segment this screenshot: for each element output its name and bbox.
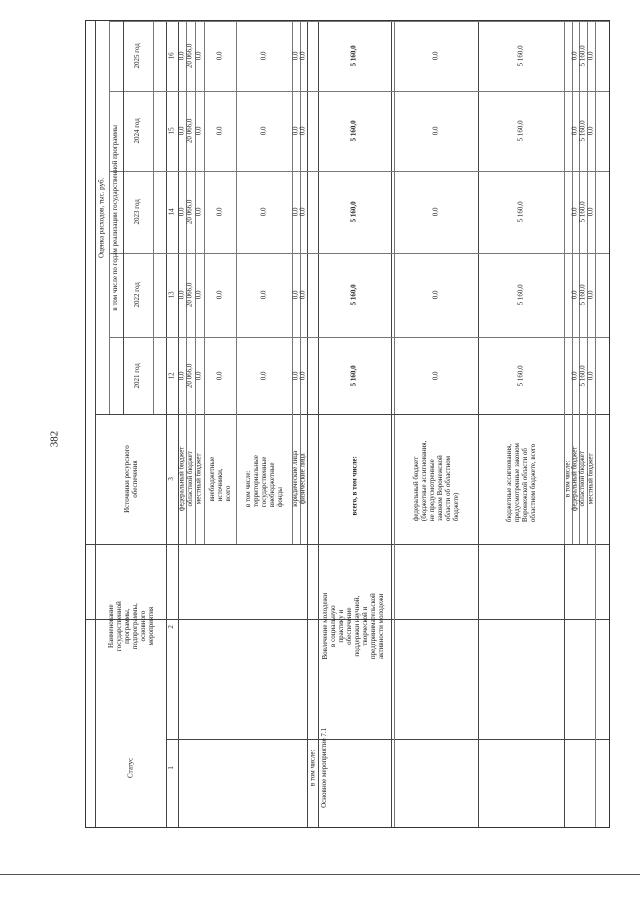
upper-row-source-2: местный бюджет: [194, 453, 203, 505]
lower-row-1-value-1: 0,0: [431, 290, 440, 300]
lower-row-2-value-0: 5 160,0: [516, 365, 525, 386]
lower-row-1-value-4: 0,0: [431, 51, 440, 61]
lower-row-0-value-0: 5 160,0: [349, 365, 358, 386]
lower-row-5-value-2: 5 160,0: [578, 201, 587, 223]
lower-row-4-value-0: 0,0: [570, 371, 579, 380]
upper-row-4-value-4: 0,0: [259, 51, 268, 61]
upper-row-1-value-3: 20 066,0: [185, 118, 194, 144]
upper-row-2-value-1: 0,0: [194, 290, 203, 300]
upper-row-source-0: федеральный бюджет: [177, 446, 186, 512]
upper-row-4-value-3: 0,0: [259, 126, 268, 136]
upper-row-3-value-0: 0,0: [215, 371, 224, 380]
lower-row-0-value-4: 5 160,0: [349, 45, 358, 67]
upper-row-4-value-2: 0,0: [259, 207, 268, 217]
lower-row-source-0: всего, в том числе:: [350, 456, 359, 516]
upper-row-4-value-0: 0,0: [259, 371, 268, 380]
lower-row-4-value-2: 0,0: [570, 207, 579, 217]
upper-row-source-1: областной бюджет: [185, 451, 194, 507]
column-number-13: 13: [167, 291, 176, 299]
upper-row-3-value-3: 0,0: [215, 126, 224, 136]
lower-row-2-value-1: 5 160,0: [516, 284, 525, 306]
lower-row-source-4: федеральный бюджет: [570, 446, 579, 512]
by-years-header: в том числе по годам реализации государственной программы: [111, 124, 120, 311]
lower-row-4-value-3: 0,0: [570, 126, 579, 136]
upper-row-2-value-3: 0,0: [194, 126, 203, 136]
lower-row-6-value-1: 0,0: [586, 290, 595, 300]
lower-row-1-value-2: 0,0: [431, 207, 440, 217]
column-number-1: 1: [167, 766, 176, 770]
upper-row-source-4: в том числе: территориальные государственные внебюджетные фонды: [243, 454, 285, 507]
lower-row-0-value-2: 5 160,0: [349, 201, 358, 223]
column-number-14: 14: [167, 208, 176, 216]
upper-row-2-value-4: 0,0: [194, 51, 203, 61]
lower-row-6-value-3: 0,0: [586, 126, 595, 136]
upper-row-2-value-0: 0,0: [194, 371, 203, 380]
year-header-2022: 2022 год: [133, 282, 142, 308]
lower-row-5-value-0: 5 160,0: [578, 365, 587, 386]
upper-row-5-value-0: 0,0: [291, 371, 300, 380]
footer-rule: [0, 874, 640, 875]
upper-row-3-value-1: 0,0: [215, 290, 224, 300]
section-status: Основное мероприятие 7.1: [320, 727, 329, 809]
upper-row-2-value-2: 0,0: [194, 207, 203, 217]
lower-row-0-value-3: 5 160,0: [349, 120, 358, 142]
lower-row-2-value-4: 5 160,0: [516, 45, 525, 67]
column-number-2: 2: [167, 624, 176, 629]
year-header-2025: 2025 год: [133, 43, 142, 69]
year-header-2021: 2021 год: [133, 362, 142, 389]
lower-row-6-value-2: 0,0: [586, 207, 595, 217]
lower-row-1-value-3: 0,0: [431, 126, 440, 136]
column-number-12: 12: [167, 372, 176, 379]
lower-row-2-value-2: 5 160,0: [516, 201, 525, 223]
lower-row-4-value-4: 0,0: [570, 51, 579, 61]
upper-row-source-6: физические лица: [298, 453, 307, 505]
status-header: Статус: [126, 757, 135, 779]
lower-row-5-value-1: 5 160,0: [578, 284, 587, 306]
upper-row-1-value-0: 20 066,0: [185, 363, 194, 388]
estimate-header: Оценка расходов, тыс. руб.: [97, 177, 106, 258]
year-header-2024: 2024 год: [133, 118, 142, 144]
upper-row-source-3: внебюджетные источники, всего: [207, 456, 233, 502]
lower-row-source-6: местный бюджет: [586, 453, 595, 505]
lower-row-6-value-0: 0,0: [586, 371, 595, 380]
upper-row-3-value-4: 0,0: [215, 51, 224, 61]
upper-row-4-value-1: 0,0: [259, 290, 268, 300]
lower-row-source-3: в том числе:: [563, 460, 572, 498]
section-status-intro: в том числе:: [308, 749, 317, 787]
lower-row-source-2: бюджетные ассигнования, предусмотренные законом Воронежской области об областном бюджете, всего: [504, 442, 538, 522]
section-name: Вовлечение молодежи в социальную практику и обеспечение поддержки научной, творческой и предпринимательской активности молодежи: [320, 593, 386, 660]
lower-row-2-value-3: 5 160,0: [516, 120, 525, 142]
upper-row-1-value-1: 20 066,0: [185, 282, 194, 308]
upper-row-0-value-0: 0,0: [177, 371, 186, 380]
upper-row-6-value-2: 0,0: [298, 207, 307, 217]
column-number-15: 15: [167, 127, 176, 135]
upper-row-6-value-0: 0,0: [298, 371, 307, 380]
upper-row-1-value-4: 20 066,0: [185, 43, 194, 69]
column-number-16: 16: [167, 52, 176, 60]
upper-row-0-value-1: 0,0: [177, 290, 186, 300]
name-header: Наименование государственной программы, подпрограммы, основного мероприятия: [106, 601, 156, 652]
upper-row-3-value-2: 0,0: [215, 207, 224, 217]
lower-row-source-1: федеральный бюджет (бюджетные ассигнования, не предусмотренные законом Воронежской области об областном бюджете): [411, 440, 461, 521]
upper-row-0-value-2: 0,0: [177, 207, 186, 217]
upper-row-0-value-3: 0,0: [177, 126, 186, 136]
lower-row-0-value-1: 5 160,0: [349, 284, 358, 306]
column-number-3: 3: [167, 477, 176, 481]
upper-row-5-value-1: 0,0: [291, 290, 300, 300]
upper-row-5-value-2: 0,0: [291, 207, 300, 217]
lower-row-6-value-4: 0,0: [586, 51, 595, 61]
upper-row-1-value-2: 20 066,0: [185, 199, 194, 225]
upper-row-6-value-3: 0,0: [298, 126, 307, 136]
upper-row-5-value-3: 0,0: [291, 126, 300, 136]
upper-row-6-value-1: 0,0: [298, 290, 307, 300]
upper-row-6-value-4: 0,0: [298, 51, 307, 61]
lower-row-5-value-4: 5 160,0: [578, 45, 587, 67]
lower-row-4-value-1: 0,0: [570, 290, 579, 300]
upper-row-0-value-4: 0,0: [177, 51, 186, 61]
lower-row-5-value-3: 5 160,0: [578, 120, 587, 142]
lower-row-source-5: областной бюджет: [578, 451, 587, 507]
upper-row-source-5: юридические лица: [291, 451, 300, 507]
year-header-2023: 2023 год: [133, 199, 142, 225]
source-header: Источники ресурсного обеспечения: [122, 445, 139, 513]
budget-table: [85, 20, 610, 828]
page-number: 382: [48, 430, 60, 448]
lower-row-1-value-0: 0,0: [431, 371, 440, 380]
upper-row-5-value-4: 0,0: [291, 51, 300, 61]
